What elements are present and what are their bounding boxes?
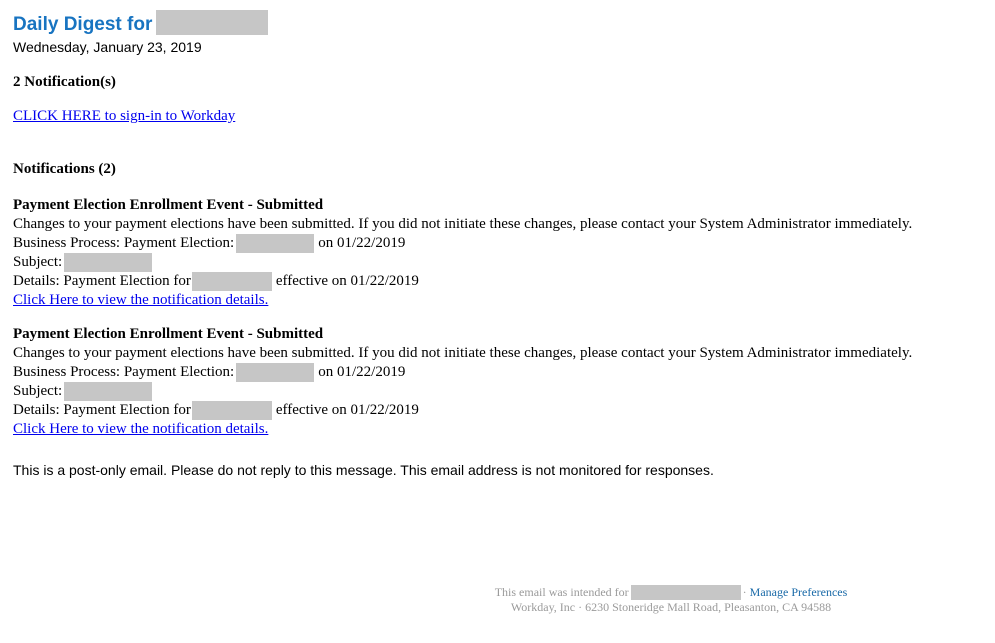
details-effective: effective on 01/22/2019 — [275, 402, 419, 418]
sign-in-link[interactable]: CLICK HERE to sign-in to Workday — [13, 108, 236, 124]
footer-intended-line — [430, 585, 912, 600]
digest-date: Wednesday, January 23, 2019 — [13, 39, 202, 55]
notification-title: Payment Election Enrollment Event - Submitted — [13, 197, 324, 213]
notification-item — [13, 196, 912, 310]
business-process-date: on 01/22/2019 — [318, 235, 406, 251]
redacted-details — [192, 401, 272, 420]
details-label: Details: Payment Election for — [13, 273, 191, 289]
digest-title — [13, 12, 268, 38]
redacted-recipient-email — [631, 585, 741, 600]
redacted-business-process — [236, 234, 314, 253]
notifications-heading: Notifications (2) — [13, 161, 116, 177]
notification-title: Payment Election Enrollment Event - Submitted — [13, 326, 324, 342]
subject-label: Subject: — [13, 383, 63, 399]
redacted-business-process — [236, 363, 314, 382]
notification-count-heading: 2 Notification(s) — [13, 74, 116, 90]
footer-intended-text: This email was intended for — [494, 585, 629, 599]
post-only-notice: This is a post-only email. Please do not reply to this message. This email address is not monitored for responses. — [13, 462, 714, 478]
footer-address: Workday, Inc · 6230 Stoneridge Mall Road, Pleasanton, CA 94588 — [510, 600, 832, 614]
redacted-recipient-name — [156, 10, 268, 35]
business-process-label: Business Process: Payment Election: — [13, 364, 235, 380]
manage-preferences-link[interactable]: Manage Preferences — [749, 585, 848, 599]
notification-item — [13, 325, 912, 439]
redacted-details — [192, 272, 272, 291]
subject-line — [13, 382, 912, 401]
redacted-subject — [64, 382, 152, 401]
view-notification-details-link[interactable]: Click Here to view the notification details. — [13, 292, 269, 308]
business-process-label: Business Process: Payment Election: — [13, 235, 235, 251]
redacted-subject — [64, 253, 152, 272]
details-effective: effective on 01/22/2019 — [275, 273, 419, 289]
notification-message: Changes to your payment elections have been submitted. If you did not initiate these changes, please contact your System Administrator immediately. — [13, 216, 913, 232]
footer-separator: · — [742, 585, 747, 599]
view-notification-details-link[interactable]: Click Here to view the notification details. — [13, 421, 269, 437]
notification-message: Changes to your payment elections have been submitted. If you did not initiate these changes, please contact your System Administrator immediately. — [13, 345, 913, 361]
subject-label: Subject: — [13, 254, 63, 270]
business-process-line — [13, 234, 912, 253]
business-process-line — [13, 363, 912, 382]
subject-line — [13, 253, 912, 272]
digest-title-text: Daily Digest for — [13, 14, 153, 35]
details-label: Details: Payment Election for — [13, 402, 191, 418]
details-line — [13, 272, 912, 291]
details-line — [13, 401, 912, 420]
business-process-date: on 01/22/2019 — [318, 364, 406, 380]
